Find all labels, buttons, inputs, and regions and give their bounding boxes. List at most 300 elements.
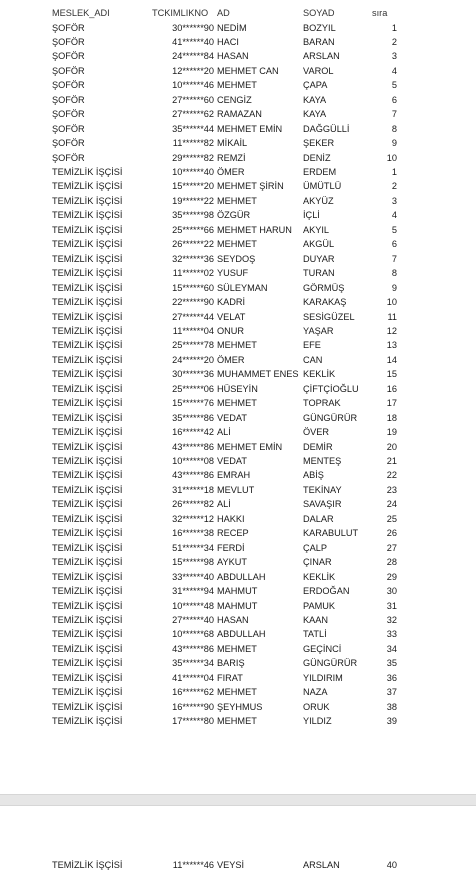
cell-tc: 15******76 xyxy=(172,398,214,409)
table-row xyxy=(0,512,476,527)
cell-meslek: TEMİZLİK İŞÇİSİ xyxy=(52,412,123,423)
cell-ad: HACI xyxy=(217,36,239,47)
cell-meslek: TEMİZLİK İŞÇİSİ xyxy=(52,268,123,279)
cell-tc: 35******98 xyxy=(172,210,214,221)
cell-soyad: DENİZ xyxy=(303,152,331,163)
cell-meslek: TEMİZLİK İŞÇİSİ xyxy=(52,456,123,466)
cell-ad: VEDAT xyxy=(217,412,247,423)
cell-tc: 10******68 xyxy=(172,629,214,640)
cell-soyad: KARAKAŞ xyxy=(303,297,347,308)
cell-ad: KADRİ xyxy=(217,297,246,308)
cell-ad: MEHMET xyxy=(217,716,257,727)
cell-sira: 31 xyxy=(386,600,397,611)
cell-soyad: YILDIRIM xyxy=(303,672,343,683)
cell-ad: RAMAZAN xyxy=(217,109,262,120)
cell-tc: 26******22 xyxy=(172,239,214,250)
cell-soyad: KAYA xyxy=(303,109,327,120)
cell-ad: SEYDOŞ xyxy=(217,253,256,264)
cell-sira: 26 xyxy=(386,528,397,539)
cell-soyad: ŞEKER xyxy=(303,138,335,149)
cell-tc: 27******44 xyxy=(172,311,214,322)
cell-sira: 32 xyxy=(386,614,397,625)
cell-tc: 27******40 xyxy=(172,614,214,625)
cell-sira: 20 xyxy=(386,441,397,452)
cell-tc: 41******04 xyxy=(172,672,214,683)
cell-meslek: ŞOFÖR xyxy=(52,138,85,149)
cell-ad: HASAN xyxy=(217,614,249,625)
cell-sira: 3 xyxy=(391,195,397,206)
header-ad: AD xyxy=(217,8,230,18)
cell-sira: 7 xyxy=(391,253,397,264)
header-row xyxy=(0,6,476,21)
cell-soyad: DAĞGÜLLİ xyxy=(303,123,350,134)
cell-soyad: ABİŞ xyxy=(303,470,324,481)
cell-tc: 25******06 xyxy=(172,383,214,394)
cell-meslek: TEMİZLİK İŞÇİSİ xyxy=(52,528,123,539)
cell-tc: 43******86 xyxy=(172,441,214,452)
cell-sira: 10 xyxy=(386,297,397,308)
cell-sira: 10 xyxy=(386,152,397,163)
cell-ad: ÖMER xyxy=(217,167,245,177)
cell-meslek: TEMİZLİK İŞÇİSİ xyxy=(52,383,123,394)
table-row xyxy=(0,714,476,729)
table-row xyxy=(0,541,476,556)
cell-soyad: KEKLİK xyxy=(303,369,336,380)
cell-ad: RECEP xyxy=(217,528,249,539)
cell-soyad: KEKLİK xyxy=(303,571,336,582)
cell-ad: MEHMET xyxy=(217,239,257,250)
cell-tc: 43******86 xyxy=(172,643,214,654)
cell-tc: 35******34 xyxy=(172,658,214,669)
cell-soyad: EFE xyxy=(303,340,321,351)
cell-soyad: BARAN xyxy=(303,36,335,47)
table-row xyxy=(0,685,476,700)
cell-soyad: CAN xyxy=(303,354,323,365)
cell-tc: 16******62 xyxy=(172,687,214,698)
table-row xyxy=(0,425,476,440)
cell-ad: AYKUT xyxy=(217,557,247,568)
cell-sira: 27 xyxy=(386,542,397,553)
page-break xyxy=(0,794,476,806)
table-row xyxy=(0,338,476,353)
cell-sira: 21 xyxy=(386,456,397,466)
cell-meslek: TEMİZLİK İŞÇİSİ xyxy=(52,195,123,206)
table-row xyxy=(0,700,476,715)
cell-sira: 4 xyxy=(391,210,397,221)
cell-meslek: TEMİZLİK İŞÇİSİ xyxy=(52,167,123,177)
cell-ad: MEHMET ŞİRİN xyxy=(217,181,284,192)
cell-ad: BARIŞ xyxy=(217,658,245,669)
cell-tc: 26******82 xyxy=(172,499,214,510)
cell-tc: 51******34 xyxy=(172,542,214,553)
cell-tc: 25******66 xyxy=(172,224,214,235)
cell-meslek: TEMİZLİK İŞÇİSİ xyxy=(52,340,123,351)
table-row xyxy=(0,165,476,180)
cell-tc: 16******90 xyxy=(172,701,214,712)
table-row xyxy=(0,122,476,137)
cell-meslek: TEMİZLİK İŞÇİSİ xyxy=(52,557,123,568)
cell-tc: 29******82 xyxy=(172,152,214,163)
cell-meslek: TEMİZLİK İŞÇİSİ xyxy=(52,672,123,683)
cell-ad: MAHMUT xyxy=(217,586,258,597)
cell-ad: VEYSİ xyxy=(217,860,245,870)
cell-sira: 12 xyxy=(386,325,397,336)
cell-ad: MİKAİL xyxy=(217,138,248,149)
cell-soyad: TURAN xyxy=(303,268,335,279)
cell-sira: 13 xyxy=(386,340,397,351)
table-row xyxy=(0,526,476,541)
cell-ad: MAHMUT xyxy=(217,600,258,611)
cell-meslek: TEMİZLİK İŞÇİSİ xyxy=(52,354,123,365)
cell-soyad: ÇİFTÇİOĞLU xyxy=(303,383,359,394)
cell-sira: 18 xyxy=(386,412,397,423)
cell-sira: 40 xyxy=(386,860,397,870)
cell-meslek: TEMİZLİK İŞÇİSİ xyxy=(52,311,123,322)
header-sira: sıra xyxy=(372,8,388,18)
cell-sira: 2 xyxy=(391,181,397,192)
table-row xyxy=(0,353,476,368)
cell-sira: 36 xyxy=(386,672,397,683)
cell-sira: 8 xyxy=(391,268,397,279)
table-row xyxy=(0,49,476,64)
cell-soyad: GÜNGÜRÜR xyxy=(303,658,358,669)
cell-tc: 19******22 xyxy=(172,195,214,206)
cell-sira: 3 xyxy=(391,51,397,62)
cell-tc: 41******40 xyxy=(172,36,214,47)
table-row xyxy=(0,627,476,642)
cell-sira: 37 xyxy=(386,687,397,698)
table-row xyxy=(0,310,476,325)
cell-soyad: İÇLİ xyxy=(303,210,320,221)
cell-soyad: KAYA xyxy=(303,94,327,105)
table-row xyxy=(0,78,476,93)
cell-meslek: TEMİZLİK İŞÇİSİ xyxy=(52,210,123,221)
cell-tc: 10******48 xyxy=(172,600,214,611)
cell-tc: 25******78 xyxy=(172,340,214,351)
cell-meslek: ŞOFÖR xyxy=(52,94,85,105)
cell-soyad: TOPRAK xyxy=(303,398,341,409)
table-row xyxy=(0,266,476,281)
cell-soyad: ORUK xyxy=(303,701,330,712)
cell-meslek: ŞOFÖR xyxy=(52,51,85,62)
cell-sira: 4 xyxy=(391,65,397,76)
cell-soyad: ERDOĞAN xyxy=(303,586,350,597)
cell-tc: 35******86 xyxy=(172,412,214,423)
table-row xyxy=(0,237,476,252)
cell-meslek: TEMİZLİK İŞÇİSİ xyxy=(52,629,123,640)
cell-soyad: YILDIZ xyxy=(303,716,332,727)
cell-tc: 11******46 xyxy=(172,860,214,870)
cell-sira: 6 xyxy=(391,94,397,105)
cell-tc: 22******90 xyxy=(172,297,214,308)
cell-ad: ALİ xyxy=(217,427,231,438)
cell-ad: MEHMET xyxy=(217,687,257,698)
cell-meslek: TEMİZLİK İŞÇİSİ xyxy=(52,658,123,669)
cell-soyad: ÇALP xyxy=(303,542,328,553)
cell-sira: 5 xyxy=(391,80,397,91)
header-meslek: MESLEK_ADI xyxy=(52,8,110,18)
cell-ad: MEHMET CAN xyxy=(217,65,279,76)
table-row xyxy=(0,454,476,469)
cell-tc: 35******44 xyxy=(172,123,214,134)
cell-ad: MEHMET xyxy=(217,340,257,351)
table-row xyxy=(0,570,476,585)
cell-soyad: VAROL xyxy=(303,65,334,76)
table-row xyxy=(0,151,476,166)
table-row xyxy=(0,382,476,397)
cell-meslek: TEMİZLİK İŞÇİSİ xyxy=(52,614,123,625)
cell-meslek: TEMİZLİK İŞÇİSİ xyxy=(52,297,123,308)
cell-ad: VEDAT xyxy=(217,456,247,466)
cell-soyad: ARSLAN xyxy=(303,51,340,62)
cell-meslek: TEMİZLİK İŞÇİSİ xyxy=(52,542,123,553)
cell-sira: 14 xyxy=(386,354,397,365)
cell-soyad: KAAN xyxy=(303,614,329,625)
cell-sira: 29 xyxy=(386,571,397,582)
cell-soyad: ÖVER xyxy=(303,427,330,438)
cell-ad: ŞEYHMUS xyxy=(217,701,263,712)
cell-sira: 33 xyxy=(386,629,397,640)
cell-tc: 31******18 xyxy=(172,484,214,495)
cell-meslek: TEMİZLİK İŞÇİSİ xyxy=(52,643,123,654)
cell-soyad: PAMUK xyxy=(303,600,335,611)
cell-meslek: TEMİZLİK İŞÇİSİ xyxy=(52,586,123,597)
cell-soyad: ÇINAR xyxy=(303,557,332,568)
cell-ad: MUHAMMET ENES xyxy=(217,369,299,380)
table-row xyxy=(0,107,476,122)
cell-sira: 19 xyxy=(386,427,397,438)
cell-soyad: MENTEŞ xyxy=(303,456,342,466)
cell-ad: EMRAH xyxy=(217,470,251,481)
cell-sira: 22 xyxy=(386,470,397,481)
table-row xyxy=(0,468,476,483)
cell-ad: HASAN xyxy=(217,51,249,62)
cell-meslek: TEMİZLİK İŞÇİSİ xyxy=(52,470,123,481)
table-row xyxy=(0,396,476,411)
cell-soyad: GEÇİNCİ xyxy=(303,643,342,654)
table-row xyxy=(0,555,476,570)
table-row xyxy=(0,642,476,657)
cell-tc: 15******98 xyxy=(172,557,214,568)
cell-meslek: TEMİZLİK İŞÇİSİ xyxy=(52,571,123,582)
table-row xyxy=(0,656,476,671)
cell-sira: 17 xyxy=(386,398,397,409)
cell-meslek: ŞOFÖR xyxy=(52,123,85,134)
cell-tc: 16******38 xyxy=(172,528,214,539)
cell-meslek: TEMİZLİK İŞÇİSİ xyxy=(52,253,123,264)
cell-tc: 10******40 xyxy=(172,167,214,177)
cell-meslek: ŞOFÖR xyxy=(52,36,85,47)
cell-ad: MEVLUT xyxy=(217,484,255,495)
cell-soyad: DALAR xyxy=(303,513,334,524)
cell-soyad: SAVAŞIR xyxy=(303,499,342,510)
cell-ad: ONUR xyxy=(217,325,245,336)
cell-sira: 9 xyxy=(391,138,397,149)
cell-ad: ABDULLAH xyxy=(217,629,266,640)
cell-tc: 12******20 xyxy=(172,65,214,76)
cell-soyad: ARSLAN xyxy=(303,860,340,870)
cell-meslek: TEMİZLİK İŞÇİSİ xyxy=(52,484,123,495)
table-row xyxy=(0,440,476,455)
cell-meslek: TEMİZLİK İŞÇİSİ xyxy=(52,687,123,698)
cell-ad: HÜSEYİN xyxy=(217,383,258,394)
cell-tc: 10******08 xyxy=(172,456,214,466)
table-row xyxy=(0,179,476,194)
cell-ad: FIRAT xyxy=(217,672,243,683)
cell-soyad: TATLİ xyxy=(303,629,327,640)
table-row xyxy=(0,35,476,50)
cell-tc: 24******20 xyxy=(172,354,214,365)
cell-tc: 24******84 xyxy=(172,51,214,62)
cell-soyad: AKGÜL xyxy=(303,239,335,250)
table-row xyxy=(0,671,476,686)
cell-ad: HAKKI xyxy=(217,513,245,524)
cell-ad: ALİ xyxy=(217,499,231,510)
cell-tc: 15******60 xyxy=(172,282,214,293)
table-row xyxy=(0,599,476,614)
cell-soyad: ÇAPA xyxy=(303,80,328,91)
cell-soyad: SESİGÜZEL xyxy=(303,311,355,322)
cell-meslek: ŞOFÖR xyxy=(52,22,85,33)
cell-tc: 10******46 xyxy=(172,80,214,91)
cell-sira: 39 xyxy=(386,716,397,727)
table-row xyxy=(0,584,476,599)
cell-soyad: DEMİR xyxy=(303,441,333,452)
cell-meslek: TEMİZLİK İŞÇİSİ xyxy=(52,369,123,380)
cell-tc: 30******90 xyxy=(172,22,214,33)
cell-soyad: TEKİNAY xyxy=(303,484,342,495)
cell-tc: 27******60 xyxy=(172,94,214,105)
cell-tc: 16******42 xyxy=(172,427,214,438)
cell-ad: MEHMET xyxy=(217,398,257,409)
table-row xyxy=(0,497,476,512)
cell-sira: 8 xyxy=(391,123,397,134)
cell-ad: VELAT xyxy=(217,311,246,322)
cell-tc: 17******80 xyxy=(172,716,214,727)
cell-sira: 24 xyxy=(386,499,397,510)
cell-ad: ÖMER xyxy=(217,354,245,365)
cell-meslek: TEMİZLİK İŞÇİSİ xyxy=(52,398,123,409)
cell-sira: 1 xyxy=(391,167,397,177)
cell-soyad: YAŞAR xyxy=(303,325,334,336)
cell-sira: 23 xyxy=(386,484,397,495)
cell-tc: 31******94 xyxy=(172,586,214,597)
cell-sira: 34 xyxy=(386,643,397,654)
cell-ad: MEHMET xyxy=(217,80,257,91)
cell-ad: SÜLEYMAN xyxy=(217,282,268,293)
cell-tc: 32******12 xyxy=(172,513,214,524)
cell-tc: 11******02 xyxy=(172,268,214,279)
cell-meslek: TEMİZLİK İŞÇİSİ xyxy=(52,499,123,510)
cell-tc: 33******40 xyxy=(172,571,214,582)
table-row xyxy=(0,208,476,223)
cell-meslek: TEMİZLİK İŞÇİSİ xyxy=(52,427,123,438)
cell-ad: REMZİ xyxy=(217,152,246,163)
cell-ad: MEHMET xyxy=(217,643,257,654)
cell-sira: 2 xyxy=(391,36,397,47)
cell-meslek: TEMİZLİK İŞÇİSİ xyxy=(52,716,123,727)
table-row xyxy=(0,194,476,209)
cell-meslek: ŞOFÖR xyxy=(52,65,85,76)
table-row xyxy=(0,324,476,339)
cell-meslek: TEMİZLİK İŞÇİSİ xyxy=(52,239,123,250)
table-row xyxy=(0,21,476,36)
header-soyad: SOYAD xyxy=(303,8,335,18)
cell-tc: 15******20 xyxy=(172,181,214,192)
cell-ad: ABDULLAH xyxy=(217,571,266,582)
cell-meslek: TEMİZLİK İŞÇİSİ xyxy=(52,282,123,293)
cell-sira: 6 xyxy=(391,239,397,250)
cell-ad: MEHMET EMİN xyxy=(217,123,283,134)
table-row xyxy=(0,295,476,310)
cell-sira: 38 xyxy=(386,701,397,712)
cell-tc: 32******36 xyxy=(172,253,214,264)
cell-tc: 43******86 xyxy=(172,470,214,481)
cell-ad: FERDİ xyxy=(217,542,245,553)
table-row xyxy=(0,281,476,296)
table-row xyxy=(0,411,476,426)
cell-soyad: KARABULUT xyxy=(303,528,359,539)
cell-ad: CENGİZ xyxy=(217,94,252,105)
cell-sira: 25 xyxy=(386,513,397,524)
cell-sira: 15 xyxy=(386,369,397,380)
header-tc: TCKIMLIKNO xyxy=(152,8,209,18)
cell-meslek: ŞOFÖR xyxy=(52,109,85,120)
cell-soyad: NAZA xyxy=(303,687,328,698)
cell-ad: MEHMET HARUN xyxy=(217,224,292,235)
cell-meslek: TEMİZLİK İŞÇİSİ xyxy=(52,860,123,870)
cell-meslek: TEMİZLİK İŞÇİSİ xyxy=(52,224,123,235)
cell-tc: 11******04 xyxy=(172,325,214,336)
cell-meslek: TEMİZLİK İŞÇİSİ xyxy=(52,441,123,452)
cell-meslek: ŞOFÖR xyxy=(52,80,85,91)
cell-ad: MEHMET xyxy=(217,195,257,206)
cell-soyad: GÖRMÜŞ xyxy=(303,282,345,293)
cell-soyad: ERDEM xyxy=(303,167,337,177)
cell-soyad: ÜMÜTLÜ xyxy=(303,181,342,192)
cell-meslek: TEMİZLİK İŞÇİSİ xyxy=(52,701,123,712)
cell-sira: 11 xyxy=(387,311,397,322)
cell-tc: 11******82 xyxy=(172,138,214,149)
table-row xyxy=(0,483,476,498)
table-row xyxy=(0,93,476,108)
cell-ad: ÖZGÜR xyxy=(217,210,251,221)
cell-tc: 30******36 xyxy=(172,369,214,380)
cell-ad: YUSUF xyxy=(217,268,249,279)
cell-soyad: BOZYIL xyxy=(303,22,336,33)
cell-sira: 30 xyxy=(386,586,397,597)
cell-sira: 9 xyxy=(391,282,397,293)
cell-meslek: ŞOFÖR xyxy=(52,152,85,163)
cell-sira: 1 xyxy=(391,22,397,33)
cell-soyad: GÜNGÜRÜR xyxy=(303,412,358,423)
cell-sira: 16 xyxy=(386,383,397,394)
cell-soyad: DUYAR xyxy=(303,253,335,264)
cell-soyad: AKYÜZ xyxy=(303,195,334,206)
table-row xyxy=(0,613,476,628)
cell-ad: NEDİM xyxy=(217,22,247,33)
cell-sira: 7 xyxy=(391,109,397,120)
table-row xyxy=(0,136,476,151)
cell-meslek: TEMİZLİK İŞÇİSİ xyxy=(52,325,123,336)
cell-sira: 35 xyxy=(386,658,397,669)
table-row xyxy=(0,858,476,873)
cell-ad: MEHMET EMİN xyxy=(217,441,283,452)
cell-meslek: TEMİZLİK İŞÇİSİ xyxy=(52,513,123,524)
table-row xyxy=(0,252,476,267)
cell-tc: 27******62 xyxy=(172,109,214,120)
cell-meslek: TEMİZLİK İŞÇİSİ xyxy=(52,181,123,192)
